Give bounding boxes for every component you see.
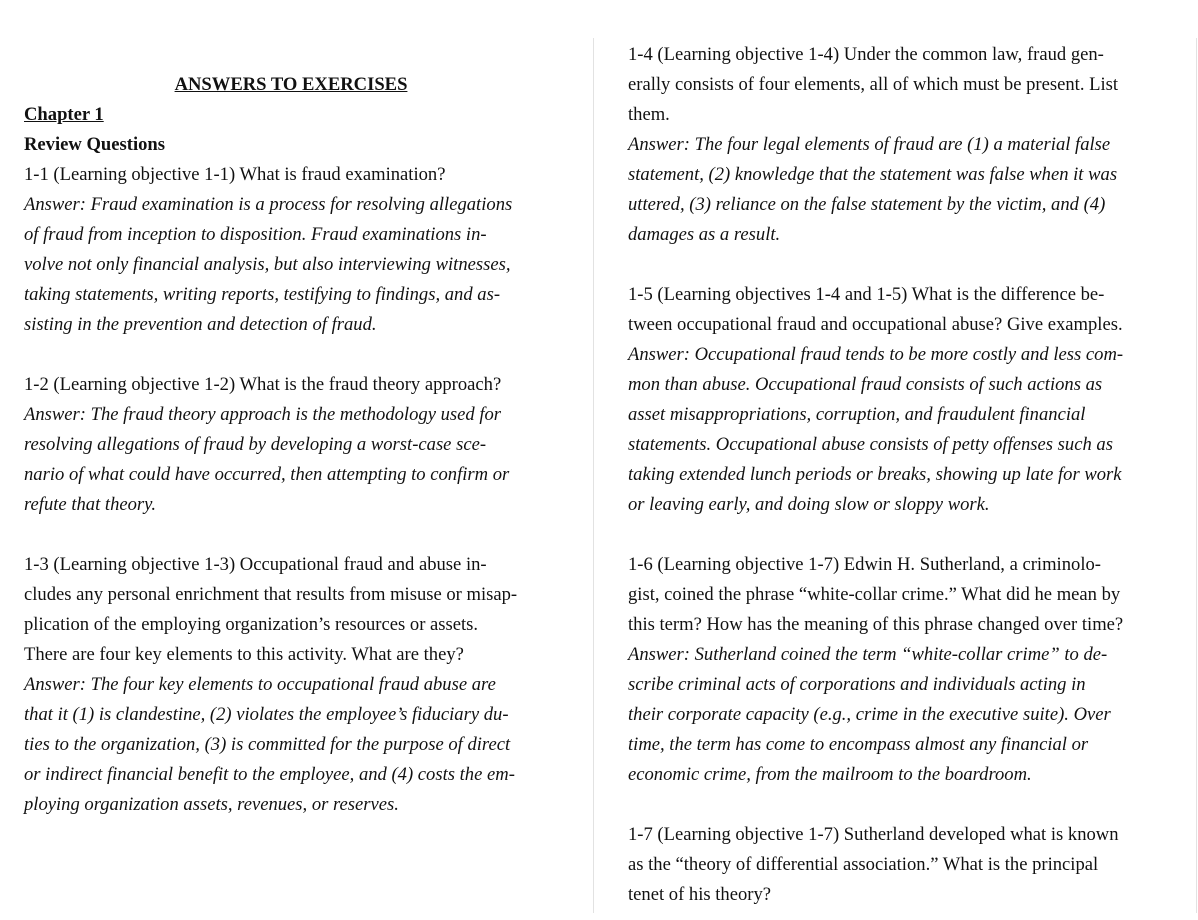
question-line: 1-1 (Learning objective 1-1) What is fraud examination? bbox=[24, 164, 446, 185]
paragraph-spacer bbox=[24, 520, 564, 550]
question-line: 1-2 (Learning objective 1-2) What is the fraud theory approach? bbox=[24, 374, 502, 395]
question-block bbox=[628, 550, 1173, 790]
answer-line: mon than abuse. Occupational fraud consists of such actions as bbox=[628, 374, 1103, 395]
question-block bbox=[24, 370, 564, 520]
answer-line: sisting in the prevention and detection of fraud. bbox=[24, 314, 377, 335]
answer-line: resolving allegations of fraud by developing a worst-case sce- bbox=[24, 434, 487, 455]
answer-line: nario of what could have occurred, then attempting to confirm or bbox=[24, 464, 510, 485]
page-right-edge bbox=[1196, 38, 1197, 913]
answer-line: taking extended lunch periods or breaks, showing up late for work bbox=[628, 464, 1122, 485]
answer-line: ploying organization assets, revenues, or reserves. bbox=[24, 794, 399, 815]
question-line: 1-3 (Learning objective 1-3) Occupational fraud and abuse in- bbox=[24, 554, 487, 575]
question-line: 1-5 (Learning objectives 1-4 and 1-5) What is the difference be- bbox=[628, 284, 1105, 305]
paragraph-spacer bbox=[628, 250, 1173, 280]
left-questions bbox=[24, 160, 564, 820]
question-block bbox=[628, 40, 1173, 250]
question-line: 1-7 (Learning objective 1-7) Sutherland developed what is known bbox=[628, 824, 1119, 845]
answer-line: Answer: The four key elements to occupational fraud abuse are bbox=[24, 674, 496, 695]
question-line: There are four key elements to this activity. What are they? bbox=[24, 644, 464, 665]
answer-line: ties to the organization, (3) is committed for the purpose of direct bbox=[24, 734, 511, 755]
question-block bbox=[628, 820, 1173, 910]
question-line: erally consists of four elements, all of which must be present. List bbox=[628, 74, 1119, 95]
answer-line: statements. Occupational abuse consists of petty offenses such as bbox=[628, 434, 1113, 455]
question-line: tween occupational fraud and occupational abuse? Give examples. bbox=[628, 314, 1123, 335]
answer-line: of fraud from inception to disposition. Fraud examinations in- bbox=[24, 224, 487, 245]
question-line: 1-6 (Learning objective 1-7) Edwin H. Sutherland, a criminolo- bbox=[628, 554, 1101, 575]
answer-line: economic crime, from the mailroom to the boardroom. bbox=[628, 764, 1032, 785]
answer-line: asset misappropriations, corruption, and fraudulent financial bbox=[628, 404, 1086, 425]
answer-line: time, the term has come to encompass almost any financial or bbox=[628, 734, 1089, 755]
answer-line: or leaving early, and doing slow or sloppy work. bbox=[628, 494, 990, 515]
answer-line: their corporate capacity (e.g., crime in the executive suite). Over bbox=[628, 704, 1111, 725]
question-line: tenet of his theory? bbox=[628, 884, 772, 905]
question-block bbox=[24, 550, 564, 820]
right-questions bbox=[628, 40, 1173, 910]
section-heading: Review Questions bbox=[24, 134, 165, 155]
paragraph-spacer bbox=[24, 340, 564, 370]
question-block bbox=[24, 160, 564, 340]
right-column bbox=[628, 40, 1173, 910]
question-line: plication of the employing organization’s resources or assets. bbox=[24, 614, 479, 635]
column-divider bbox=[593, 38, 594, 913]
answer-line: damages as a result. bbox=[628, 224, 781, 245]
answer-line: volve not only financial analysis, but also interviewing witnesses, bbox=[24, 254, 511, 275]
answer-line: Answer: Occupational fraud tends to be more costly and less com- bbox=[628, 344, 1124, 365]
question-line: as the “theory of differential association.” What is the principal bbox=[628, 854, 1099, 875]
page-title: ANSWERS TO EXERCISES bbox=[174, 74, 408, 95]
answer-line: Answer: Sutherland coined the term “white-collar crime” to de- bbox=[628, 644, 1108, 665]
paragraph-spacer bbox=[628, 520, 1173, 550]
answer-line: Answer: The fraud theory approach is the methodology used for bbox=[24, 404, 502, 425]
question-line: cludes any personal enrichment that results from misuse or misap- bbox=[24, 584, 518, 605]
answer-line: scribe criminal acts of corporations and individuals acting in bbox=[628, 674, 1086, 695]
paragraph-spacer bbox=[628, 790, 1173, 820]
question-line: gist, coined the phrase “white-collar crime.” What did he mean by bbox=[628, 584, 1121, 605]
chapter-heading: Chapter 1 bbox=[24, 104, 104, 125]
question-line: them. bbox=[628, 104, 670, 125]
answer-line: refute that theory. bbox=[24, 494, 157, 515]
answer-line: Answer: Fraud examination is a process for resolving allegations bbox=[24, 194, 513, 215]
answer-line: Answer: The four legal elements of fraud are (1) a material false bbox=[628, 134, 1111, 155]
question-line: 1-4 (Learning objective 1-4) Under the common law, fraud gen- bbox=[628, 44, 1104, 65]
question-block bbox=[628, 280, 1173, 520]
question-line: this term? How has the meaning of this phrase changed over time? bbox=[628, 614, 1124, 635]
left-column bbox=[24, 40, 564, 820]
answer-line: or indirect financial benefit to the employee, and (4) costs the em- bbox=[24, 764, 515, 785]
answer-line: statement, (2) knowledge that the statement was false when it was bbox=[628, 164, 1118, 185]
answer-line: taking statements, writing reports, testifying to findings, and as- bbox=[24, 284, 501, 305]
answer-line: uttered, (3) reliance on the false statement by the victim, and (4) bbox=[628, 194, 1106, 215]
answer-line: that it (1) is clandestine, (2) violates the employee’s fiduciary du- bbox=[24, 704, 509, 725]
